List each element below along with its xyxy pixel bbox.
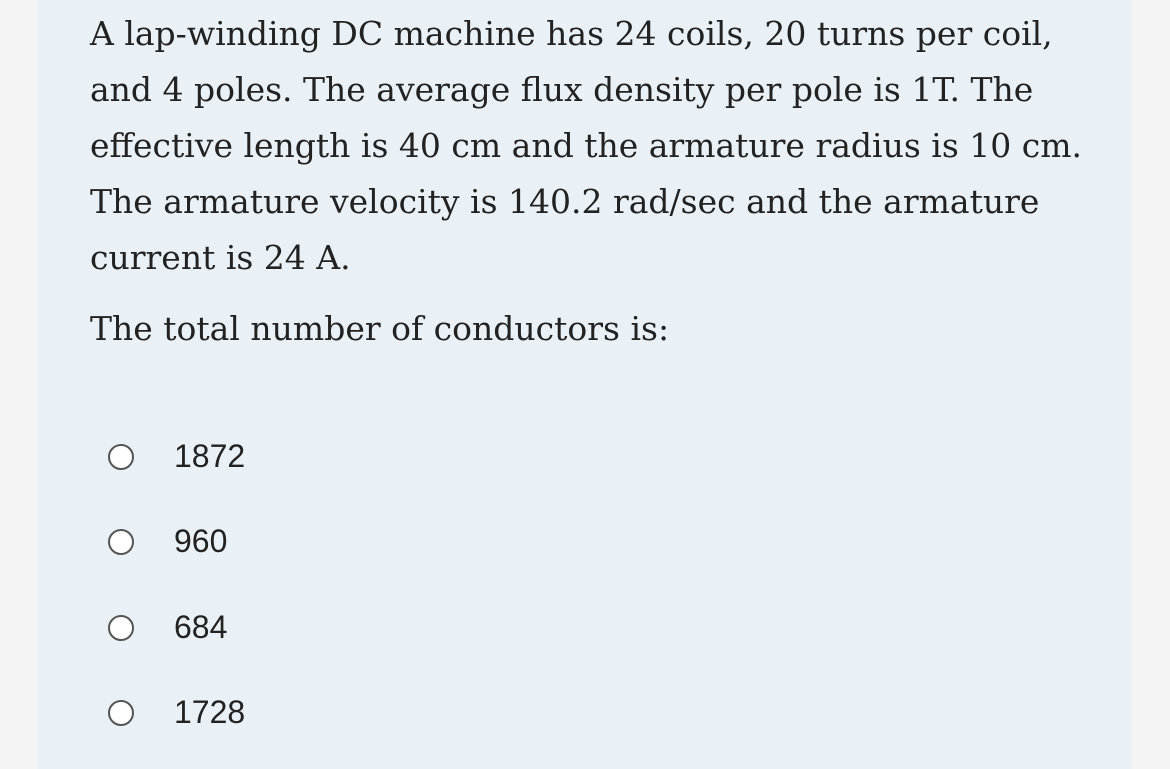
answer-option-label: 960 bbox=[174, 523, 228, 559]
radio-button-icon[interactable] bbox=[108, 444, 134, 470]
radio-button-icon[interactable] bbox=[108, 529, 134, 555]
answer-option-3[interactable] bbox=[108, 609, 227, 646]
answer-option-label: 1728 bbox=[174, 694, 246, 730]
question-panel bbox=[38, 0, 1132, 769]
answer-option-2[interactable] bbox=[108, 523, 227, 560]
answer-option-1[interactable] bbox=[108, 438, 245, 475]
question-text: A lap-winding DC machine has 24 coils, 20 turns per coil, and 4 poles. The average flux density per pole is 1T. The effective length is 40 cm and the armature radius is 10 cm. The armature velocity is 140.2 rad/sec and the armature current is 24 A. bbox=[90, 14, 1082, 277]
answer-option-4[interactable] bbox=[108, 694, 245, 731]
radio-button-icon[interactable] bbox=[108, 615, 134, 641]
answer-option-label: 1872 bbox=[174, 438, 246, 474]
question-prompt: The total number of conductors is: bbox=[90, 309, 670, 348]
answer-option-label: 684 bbox=[174, 609, 228, 645]
radio-button-icon[interactable] bbox=[108, 700, 134, 726]
